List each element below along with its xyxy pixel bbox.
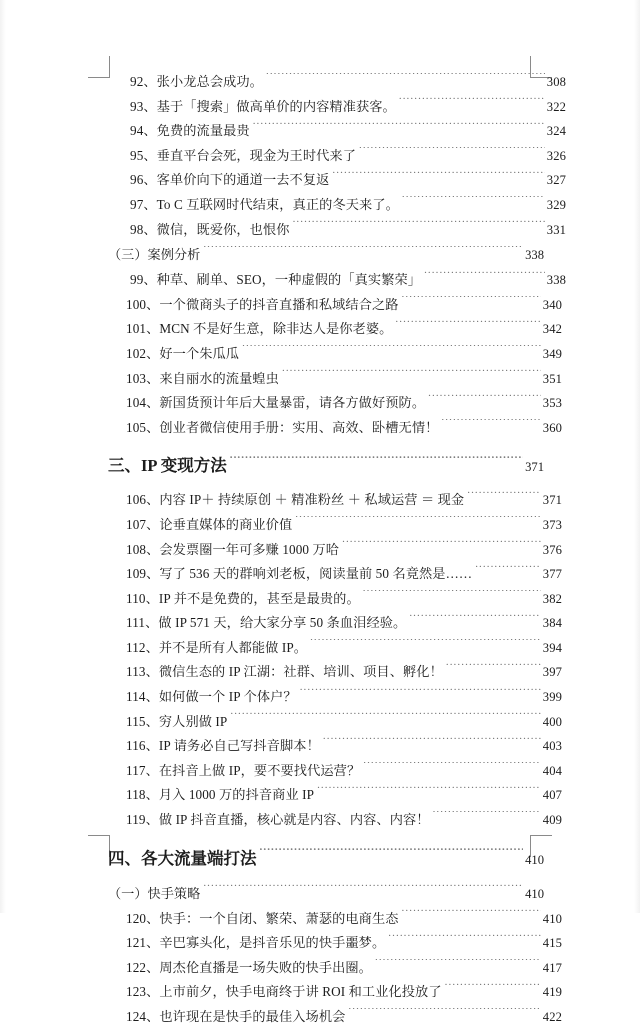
toc-dot-leader	[363, 762, 541, 775]
toc-dot-leader	[300, 688, 541, 701]
toc-entry[interactable]	[108, 218, 566, 243]
toc-page-number: 384	[542, 616, 562, 631]
toc-entry-label: 117、在抖音上做 IP，要不要找代运营？	[126, 762, 361, 778]
toc-entry[interactable]	[108, 734, 562, 759]
toc-page-number: 407	[542, 788, 562, 803]
toc-dot-leader	[323, 737, 541, 750]
toc-page-number: 353	[542, 396, 562, 411]
toc-entry[interactable]	[108, 636, 562, 661]
toc-page-number: 373	[542, 517, 562, 532]
toc-dot-leader	[363, 590, 541, 603]
toc-subsection-heading[interactable]	[108, 881, 544, 907]
toc-entry[interactable]	[108, 808, 562, 833]
toc-entry-label: 115、穷人别做 IP	[126, 713, 228, 729]
toc-entry-label: 114、如何做一个 IP 个体户？	[126, 689, 297, 705]
toc-entry[interactable]	[108, 562, 562, 587]
toc-entry-label: 106、内容 IP＋ 持续原创 ＋ 精准粉丝 ＋ 私域运营 ＝ 现金	[126, 492, 465, 508]
toc-page-number: 422	[542, 1010, 562, 1024]
toc-page-number: 326	[546, 148, 566, 163]
toc-entry-label: 102、好一个朱瓜瓜	[126, 345, 240, 361]
toc-dot-leader	[395, 320, 540, 333]
toc-page-number: 410	[525, 886, 544, 901]
crop-mark-bottom-left	[88, 835, 110, 857]
toc-dot-leader	[402, 909, 541, 922]
toc-entry-label: 98、微信，既爱你，也恨你	[130, 221, 290, 237]
toc-entry-label: 113、微信生态的 IP 江湖：社群、培训、项目、孵化！	[126, 664, 443, 680]
toc-entry[interactable]	[108, 119, 566, 144]
toc-dot-leader	[282, 369, 541, 382]
toc-entry[interactable]	[108, 980, 562, 1005]
toc-entry[interactable]	[108, 268, 566, 293]
toc-entry-label: 118、月入 1000 万的抖音商业 IP	[126, 787, 315, 803]
toc-page-number: 404	[542, 763, 562, 778]
toc-entry[interactable]	[108, 70, 566, 95]
toc-page-number: 360	[542, 420, 562, 435]
toc-entry[interactable]	[108, 783, 562, 808]
toc-page-number: 382	[542, 591, 562, 606]
toc-page-number: 394	[542, 640, 562, 655]
toc-entry[interactable]	[108, 710, 562, 735]
toc-page-number: 308	[546, 75, 566, 89]
toc-dot-leader	[266, 73, 545, 86]
page-right-edge	[634, 0, 640, 913]
toc-entry[interactable]	[108, 685, 562, 710]
page-left-edge	[0, 0, 6, 913]
toc-entry[interactable]	[108, 342, 562, 367]
toc-dot-leader	[348, 1008, 540, 1021]
toc-page-number: 324	[546, 124, 566, 139]
toc-entry-label: 121、辛巴寡头化，是抖音乐见的快手噩梦。	[126, 935, 386, 951]
toc-entry-label: 104、新国货预计年后大量暴雷，请各方做好预防。	[126, 395, 426, 411]
toc-entry-label: 三、IP 变现方法	[108, 456, 227, 476]
toc-entry-label: 101、MCN 不是好生意，除非达人是你老婆。	[126, 321, 393, 337]
toc-dot-leader	[441, 419, 540, 432]
toc-entry[interactable]	[108, 367, 562, 392]
toc-entry-label: 93、基于「搜索」做高单价的内容精准获客。	[130, 98, 396, 114]
toc-page-number: 417	[542, 960, 562, 975]
toc-page-number: 410	[542, 911, 562, 926]
toc-dot-leader	[399, 97, 545, 110]
toc-page-number: 400	[542, 714, 562, 729]
toc-subsection-heading[interactable]	[108, 242, 544, 268]
toc-page-number: 419	[542, 985, 562, 1000]
toc-entry-label: 四、各大流量端打法	[108, 848, 257, 868]
toc-page-number: 371	[542, 493, 562, 508]
toc-dot-leader	[317, 786, 541, 799]
toc-entry-label: 109、写了 536 天的群响刘老板，阅读量前 50 名竟然是……	[126, 566, 473, 582]
toc-dot-leader	[253, 122, 545, 135]
toc-entry[interactable]	[108, 931, 562, 956]
toc-dot-leader	[445, 983, 541, 996]
toc-entry[interactable]	[108, 513, 562, 538]
toc-dot-leader	[475, 565, 541, 578]
toc-entry-label: 97、To C 互联网时代结束，真正的冬天来了。	[130, 196, 399, 212]
toc-entry-label: 112、并不是所有人都能做 IP。	[126, 639, 308, 655]
toc-entry-label: 94、免费的流量最贵	[130, 123, 250, 139]
toc-entry[interactable]	[108, 956, 562, 981]
toc-entry[interactable]	[108, 587, 562, 612]
toc-entry-label: 120、快手：一个自闭、繁荣、萧瑟的电商生态	[126, 910, 399, 926]
toc-dot-leader	[467, 491, 541, 504]
toc-entry-label: 103、来自丽水的流量蝗虫	[126, 370, 279, 386]
toc-dot-leader	[293, 220, 545, 233]
toc-section-heading[interactable]	[108, 453, 544, 480]
toc-page-number: 331	[546, 222, 566, 237]
toc-dot-leader	[203, 884, 523, 897]
toc-entry-label: 108、会发票圈一年可多赚 1000 万哈	[126, 541, 340, 557]
toc-entry[interactable]	[108, 193, 566, 218]
toc-dot-leader	[446, 663, 541, 676]
toc-page-number: 338	[546, 273, 566, 288]
toc-entry-label: 124、也许现在是快手的最佳入场机会	[126, 1009, 346, 1024]
toc-entry[interactable]	[108, 1005, 562, 1030]
toc-entry-label: 107、论垂直媒体的商业价值	[126, 516, 293, 532]
toc-page-number: 410	[525, 852, 544, 867]
toc-entry-label: 95、垂直平台会死，现金为王时代来了	[130, 147, 356, 163]
toc-page-number: 338	[525, 248, 544, 263]
toc-entry[interactable]	[108, 538, 562, 563]
toc-page-number: 399	[542, 690, 562, 705]
toc-dot-leader	[424, 271, 545, 284]
toc-entry-label: 110、IP 并不是免费的，甚至是最贵的。	[126, 590, 360, 606]
toc-page-number: 377	[542, 567, 562, 582]
toc-dot-leader	[375, 959, 541, 972]
toc-dot-leader	[428, 394, 541, 407]
toc-dot-leader	[230, 712, 540, 725]
toc-entry[interactable]	[108, 759, 562, 784]
toc-entry[interactable]	[108, 391, 562, 416]
toc-dot-leader	[203, 246, 523, 259]
toc-entry-label: 123、上市前夕，快手电商终于讲 ROI 和工业化投放了	[126, 984, 442, 1000]
toc-page-number: 322	[546, 99, 566, 114]
toc-page-number: 403	[542, 739, 562, 754]
toc-dot-leader	[332, 171, 544, 184]
toc-page-number: 376	[542, 542, 562, 557]
toc-dot-leader	[409, 614, 540, 627]
toc-entry-label: 116、IP 请务必自己写抖音脚本！	[126, 738, 320, 754]
toc-dot-leader	[342, 540, 541, 553]
toc-entry-label: （一）快手策略	[108, 885, 201, 901]
toc-page-number: 342	[542, 322, 562, 337]
toc-entry-label: 111、做 IP 571 天，给大家分享 50 条血泪经验。	[126, 615, 407, 631]
toc-entry-label: 119、做 IP 抖音直播，核心就是内容、内容、内容！	[126, 812, 430, 828]
toc-entry[interactable]	[108, 95, 566, 120]
toc-page-number: 397	[542, 665, 562, 680]
table-of-contents	[108, 70, 566, 1030]
toc-page-number: 329	[546, 197, 566, 212]
toc-entry[interactable]	[108, 611, 562, 636]
toc-page-number: 409	[542, 813, 562, 828]
crop-mark-top-left	[88, 56, 110, 78]
toc-dot-leader	[310, 639, 541, 652]
toc-entry[interactable]	[108, 144, 566, 169]
toc-page-number: 327	[546, 173, 566, 188]
toc-entry[interactable]	[108, 660, 562, 685]
toc-page-number: 349	[542, 346, 562, 361]
toc-entry[interactable]	[108, 317, 562, 342]
toc-page-number: 340	[542, 297, 562, 312]
toc-dot-leader	[402, 196, 545, 209]
toc-page-number: 415	[542, 936, 562, 951]
toc-entry[interactable]	[108, 293, 562, 318]
toc-dot-leader	[230, 455, 523, 472]
toc-entry[interactable]	[108, 907, 562, 932]
toc-page-number: 371	[525, 460, 544, 475]
toc-section-heading[interactable]	[108, 846, 544, 873]
toc-entry-label: 122、周杰伦直播是一场失败的快手出圈。	[126, 959, 372, 975]
toc-entry-label: 96、客单价向下的通道一去不复返	[130, 172, 330, 188]
toc-entry[interactable]	[108, 416, 562, 441]
toc-page-number: 351	[542, 371, 562, 386]
toc-entry-label: （三）案例分析	[108, 247, 201, 263]
toc-dot-leader	[242, 345, 541, 358]
toc-entry[interactable]	[108, 488, 562, 513]
toc-entry-label: 99、种草、刷单、SEO，一种虚假的「真实繁荣」	[130, 272, 422, 288]
toc-entry-label: 92、张小龙总会成功。	[130, 74, 263, 89]
toc-dot-leader	[433, 811, 541, 824]
toc-entry-label: 100、一个微商头子的抖音直播和私域结合之路	[126, 296, 399, 312]
toc-dot-leader	[359, 147, 545, 160]
toc-dot-leader	[402, 296, 541, 309]
toc-dot-leader	[295, 516, 541, 529]
toc-entry[interactable]	[108, 168, 566, 193]
toc-dot-leader	[260, 847, 524, 864]
toc-entry-label: 105、创业者微信使用手册：实用、高效、卧槽无情！	[126, 419, 439, 435]
toc-dot-leader	[388, 934, 541, 947]
